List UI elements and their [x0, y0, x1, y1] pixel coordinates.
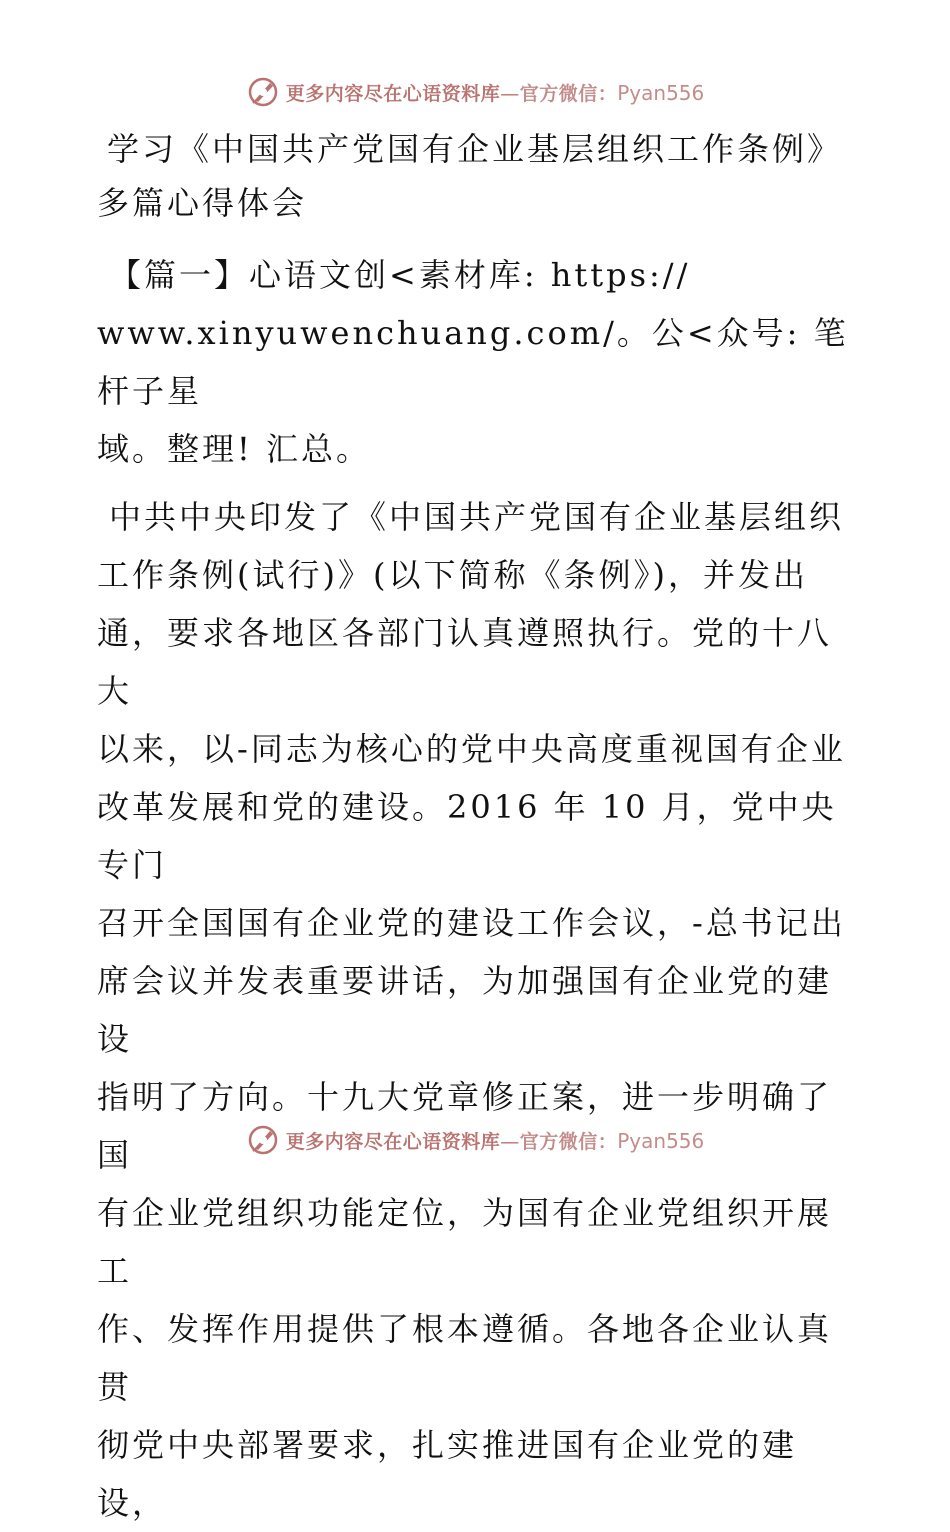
body-line: 有企业党组织功能定位，为国有企业党组织开展工	[97, 1194, 833, 1290]
watermark-main: 更多内容尽在心语资料库	[285, 82, 501, 105]
watermark-text	[286, 1127, 705, 1154]
watermark-main: 更多内容尽在心语资料库	[285, 1130, 501, 1153]
title-line-1: 学习《中国共产党国有企业基层组织工作条例》	[107, 130, 843, 168]
header-watermark	[0, 72, 950, 112]
body-line: 改革发展和党的建设。2016 年 10 月，党中央专门	[97, 788, 837, 884]
body-line: 通，要求各地区各部门认真遵照执行。党的十八大	[97, 614, 833, 710]
body-line: 召开全国国有企业党的建设工作会议，-总书记出	[97, 904, 846, 942]
body-line: 以来，以-同志为核心的党中央高度重视国有企业	[97, 730, 846, 768]
body-line: 指明了方向。十九大党章修正案，进一步明确了国	[97, 1078, 833, 1174]
watermark-label: 官方微信：	[519, 82, 618, 105]
source-paragraph	[97, 246, 857, 478]
watermark-separator: —	[500, 82, 520, 105]
watermark-text	[286, 79, 705, 106]
footer-watermark	[0, 1120, 950, 1160]
watermark-wechat-id: Pyan556	[617, 1128, 705, 1153]
source-line-3: 域。整理! 汇总。	[97, 430, 372, 468]
quill-logo-icon	[246, 1123, 280, 1157]
body-line: 中共中央印发了《中国共产党国有企业基层组织	[109, 498, 845, 536]
watermark-wechat-id: Pyan556	[617, 80, 705, 105]
document-title	[97, 122, 857, 230]
watermark-separator: —	[500, 1130, 520, 1153]
body-line: 彻党中央部署要求，扎实推进国有企业党的建设，	[97, 1426, 798, 1522]
source-line-2: www.xinyuwenchuang.com/。公<众号: 笔杆子星	[97, 314, 849, 410]
body-paragraph	[97, 488, 857, 1532]
body-line: 工作条例(试行)》(以下简称《条例》)，并发出	[97, 556, 808, 594]
body-line: 席会议并发表重要讲话，为加强国有企业党的建设	[97, 962, 833, 1058]
quill-logo-icon	[246, 75, 280, 109]
document-body	[97, 122, 857, 1532]
title-line-2: 多篇心得体会	[97, 184, 308, 222]
watermark-label: 官方微信：	[519, 1130, 618, 1153]
source-line-1: 【篇一】心语文创<素材库: https://	[109, 256, 691, 294]
body-line: 作、发挥作用提供了根本遵循。各地各企业认真贯	[97, 1310, 833, 1406]
